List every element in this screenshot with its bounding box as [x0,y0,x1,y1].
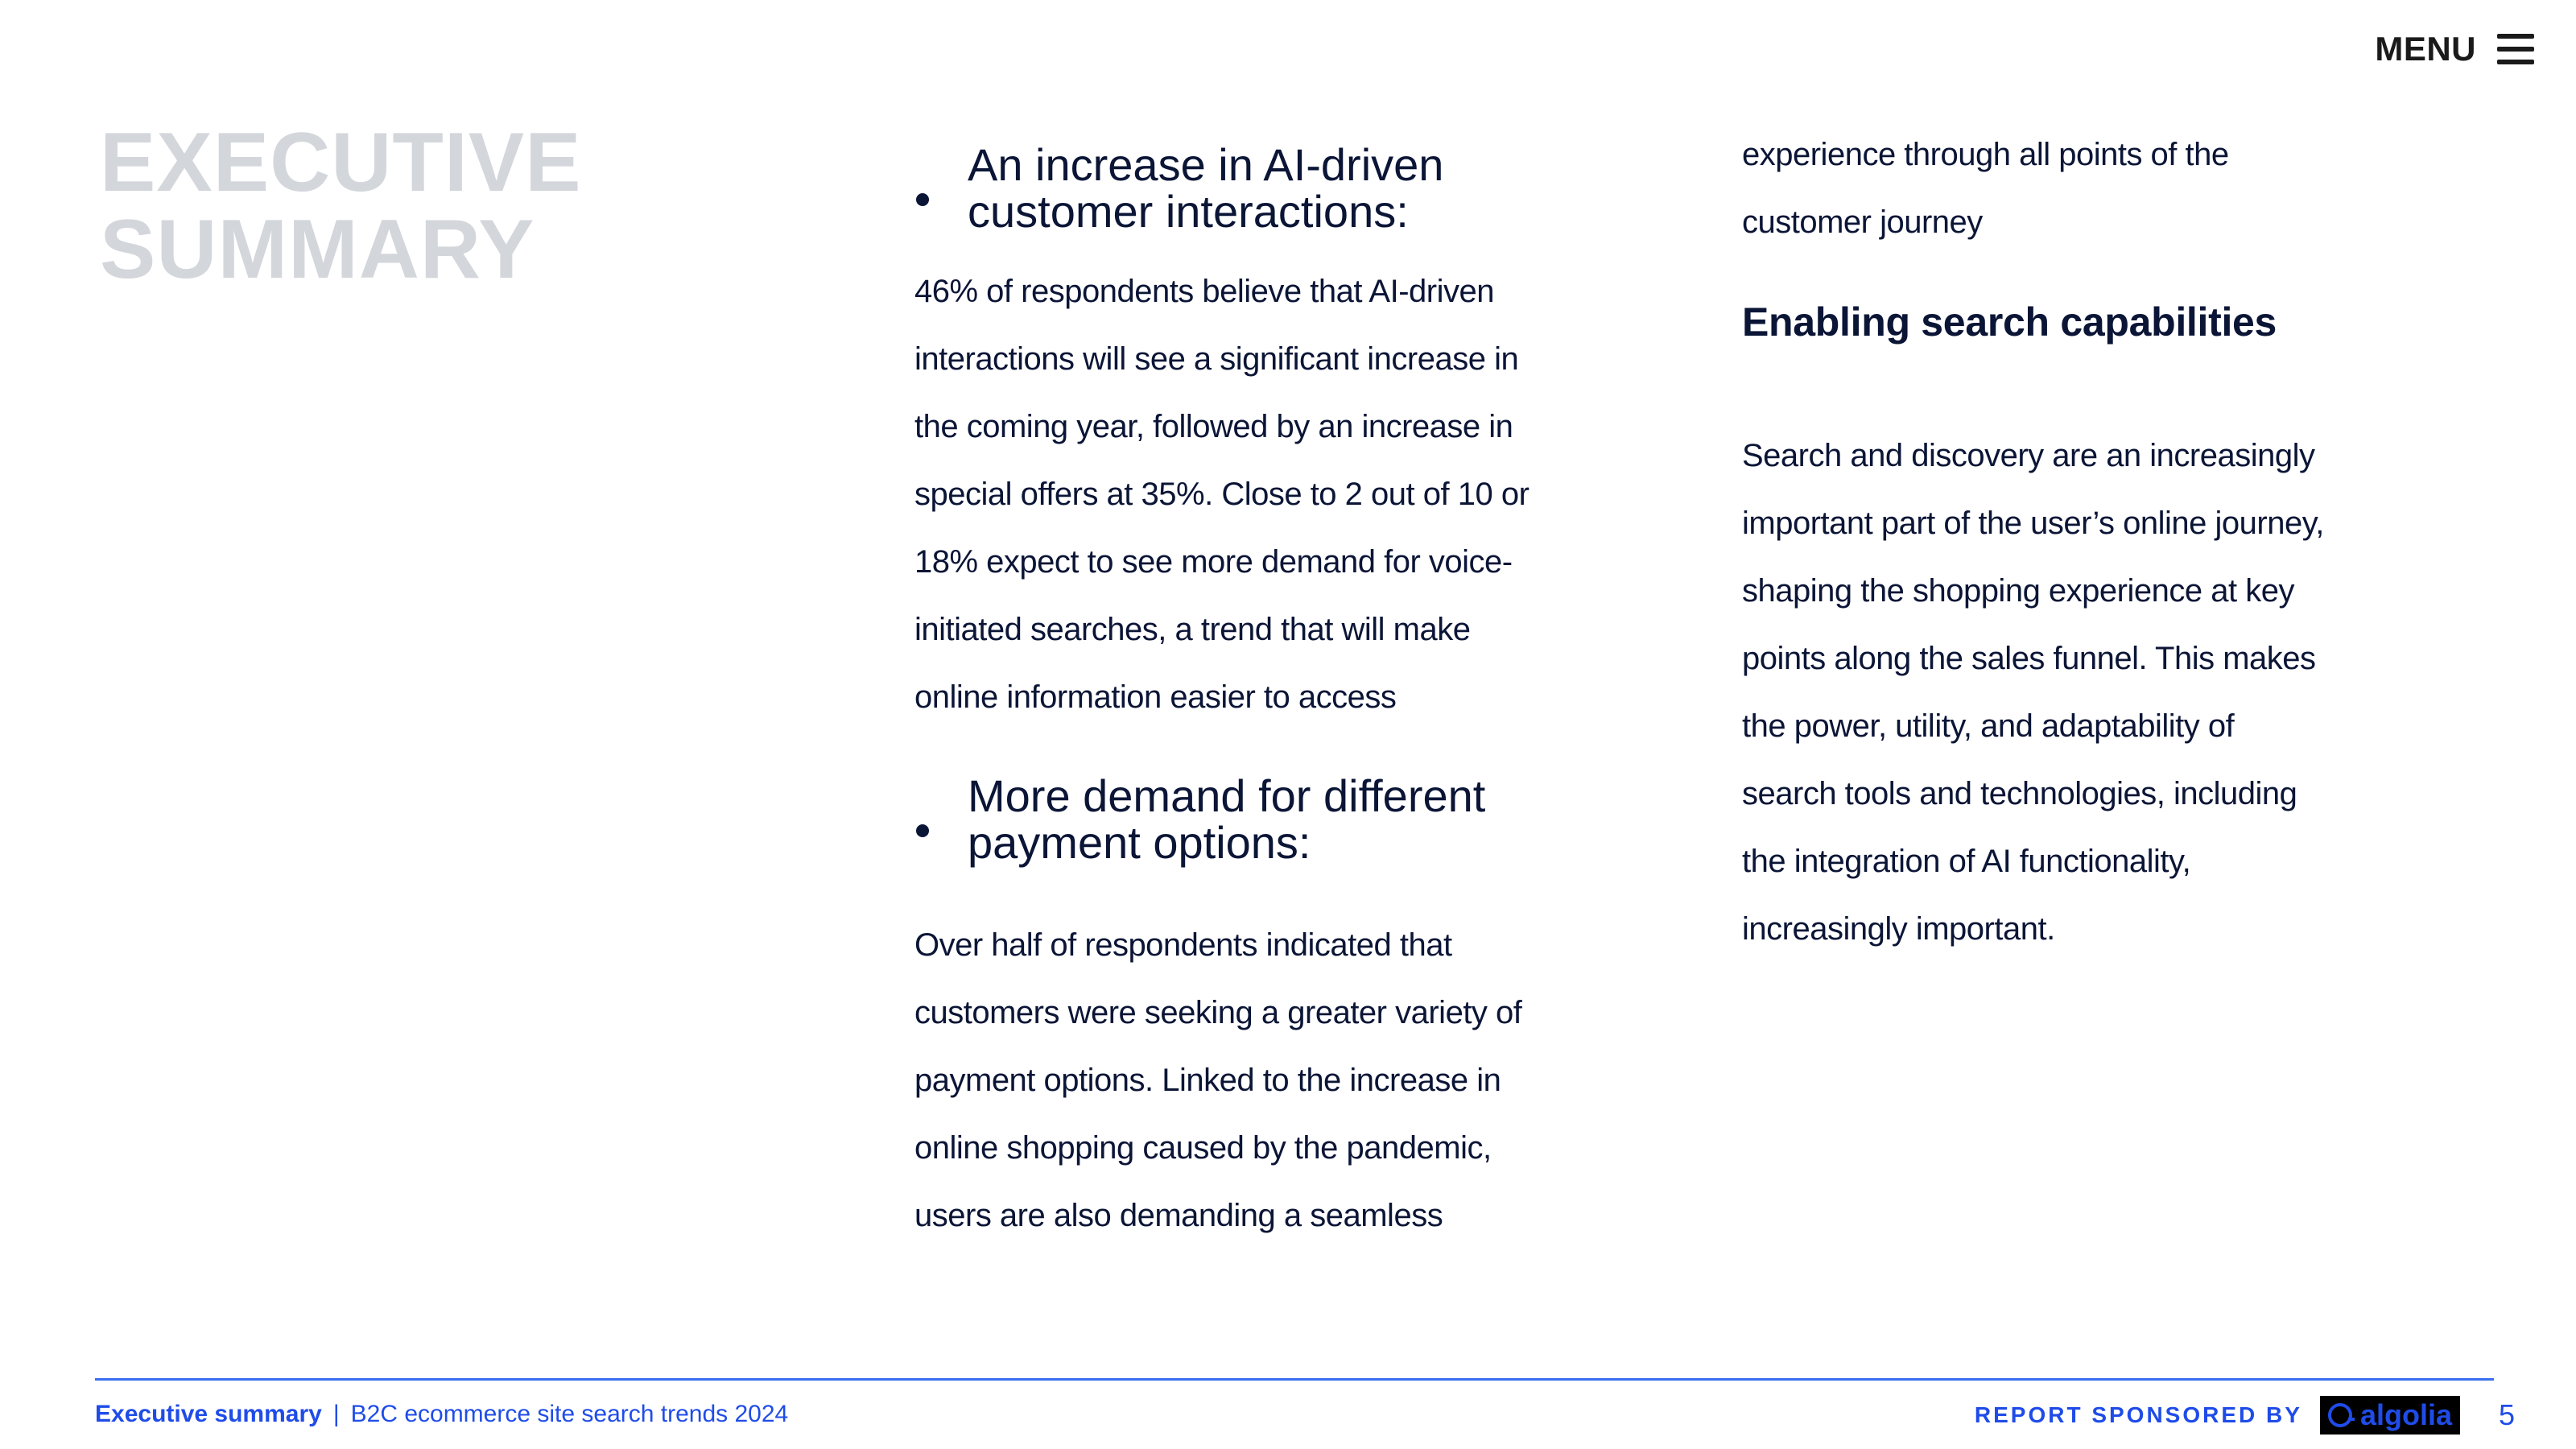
continued-paragraph [1742,121,2467,256]
footer-sponsor [1975,1396,2515,1435]
footer-breadcrumb [95,1401,788,1428]
page-number: 5 [2498,1398,2515,1431]
page-title-line1: EXECUTIVE [100,116,582,209]
text-line: Search and discovery are an increasingly [1742,438,2315,473]
heading-line: An increase in AI-driven [968,139,1444,190]
text-line: online shopping caused by the pandemic, [914,1130,1492,1166]
text-line: initiated searches, a trend that will make [914,612,1471,647]
text-line: interactions will see a significant increase in [914,341,1519,377]
text-line: the coming year, followed by an increase in [914,409,1513,444]
heading-line: payment options: [968,817,1311,868]
text-line: the power, utility, and adaptability of [1742,708,2235,744]
page-title-line2: SUMMARY [100,203,535,296]
menu-label: MENU [2375,30,2476,68]
text-line: experience through all points of the [1742,137,2229,172]
footer-report-title: B2C ecommerce site search trends 2024 [350,1401,789,1427]
payment-options-paragraph [914,911,1639,1249]
right-column [1742,121,2467,963]
text-line: shaping the shopping experience at key [1742,573,2294,609]
bullet-ai-interactions [914,139,1639,237]
text-line: search tools and technologies, including [1742,776,2297,811]
bullet-dot-icon [916,824,929,837]
middle-column [914,139,1639,1249]
section-heading: Enabling search capabilities [1742,299,2277,345]
text-line: customer journey [1742,204,1983,240]
page-title [100,116,663,296]
bullet-payment-options [914,770,1639,868]
text-line: points along the sales funnel. This makes [1742,641,2316,676]
text-line: payment options. Linked to the increase in [914,1063,1501,1098]
text-line: 46% of respondents believe that AI-driven [914,274,1494,309]
search-capabilities-paragraph [1742,422,2467,963]
footer-section-link[interactable]: Executive summary [95,1401,322,1427]
footer-separator: | [332,1401,340,1427]
hamburger-menu-icon[interactable] [2497,34,2534,64]
bullet-heading [968,139,1639,237]
sponsor-label: REPORT SPONSORED BY [1974,1402,2302,1427]
text-line: online information easier to access [914,679,1397,715]
text-line: increasingly important. [1742,911,2055,947]
algolia-logo-icon [2328,1403,2352,1427]
heading-line: More demand for different [968,770,1486,821]
text-line: special offers at 35%. Close to 2 out of 10 or [914,477,1530,512]
text-line: Over half of respondents indicated that [914,927,1452,963]
footer-divider [95,1378,2494,1381]
text-line: 18% expect to see more demand for voice- [914,544,1513,580]
text-line: customers were seeking a greater variety of [914,995,1522,1030]
bullet-heading [968,770,1639,868]
text-line: the integration of AI functionality, [1742,844,2191,879]
algolia-logo[interactable] [2320,1396,2460,1435]
menu-button[interactable] [2375,29,2534,69]
ai-interactions-paragraph [914,258,1639,731]
logo-text: algolia [2359,1398,2452,1431]
text-line: users are also demanding a seamless [914,1198,1443,1233]
heading-line: customer interactions: [968,186,1409,237]
bullet-dot-icon [916,193,929,206]
text-line: important part of the user’s online journey, [1742,506,2324,541]
